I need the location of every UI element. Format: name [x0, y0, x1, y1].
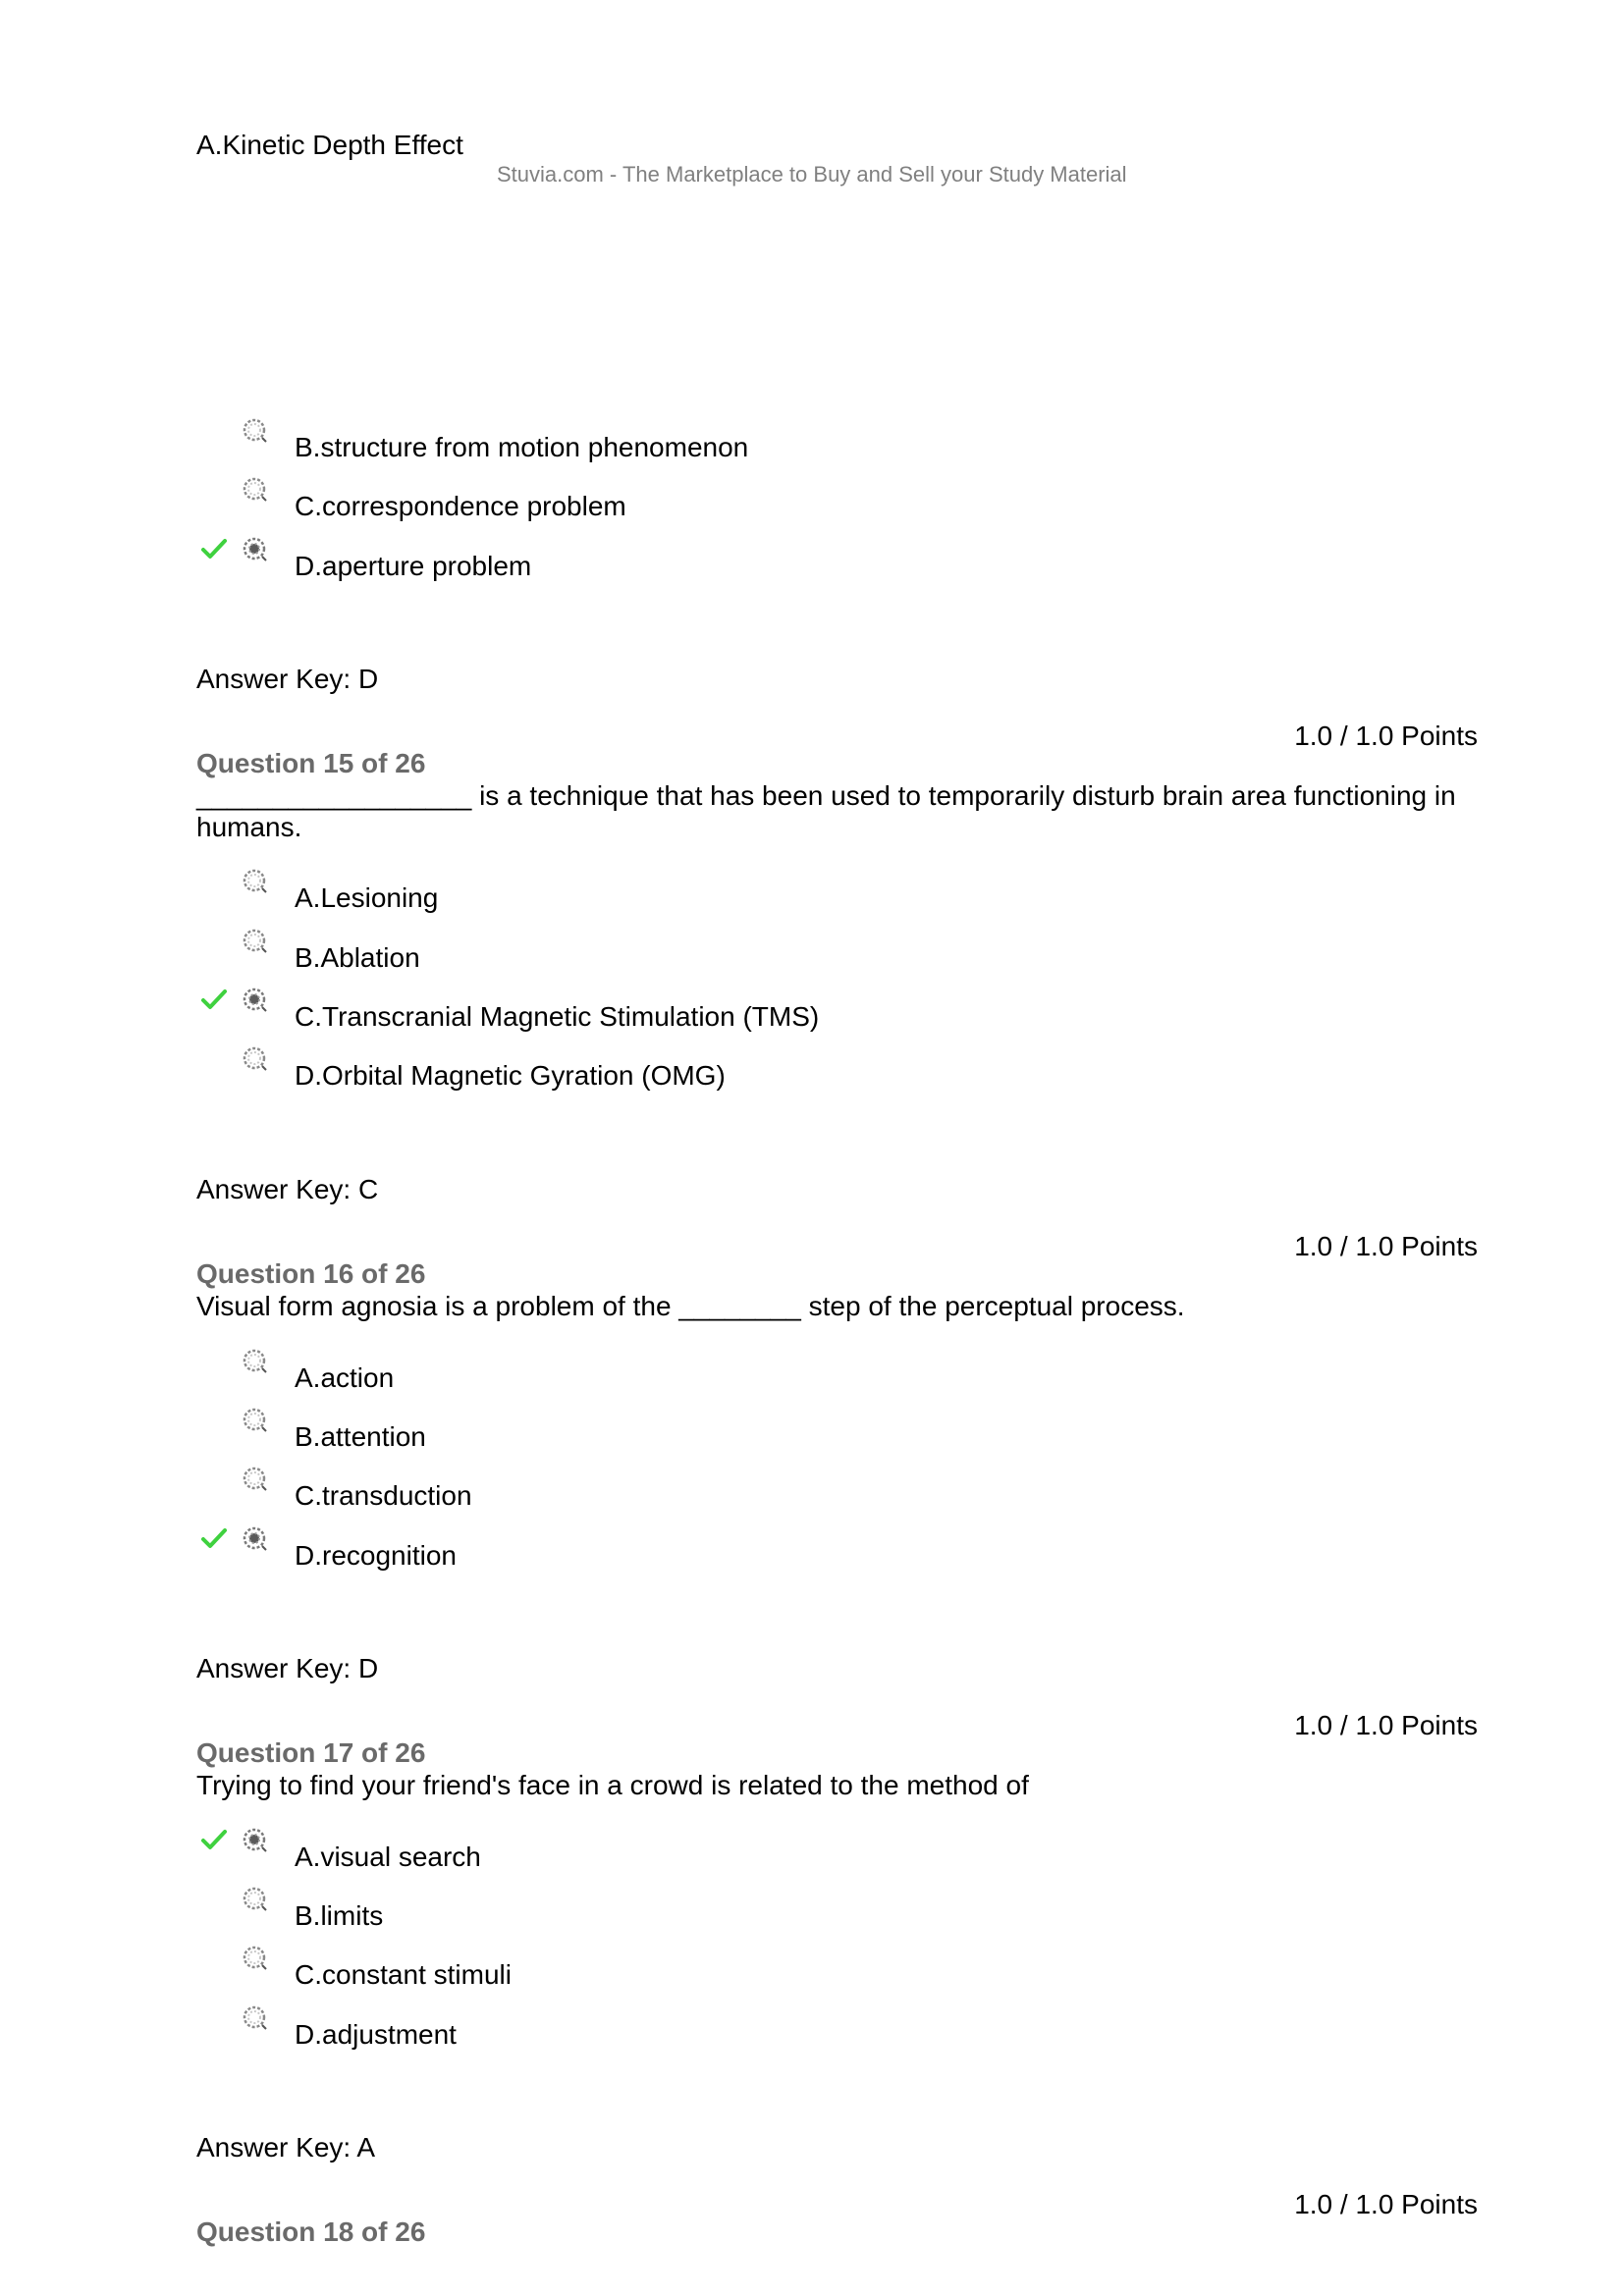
q17-option-a-radio-icon[interactable]	[241, 1826, 268, 1853]
q14-option-a: A.Kinetic Depth Effect	[196, 130, 463, 160]
q15-prompt: __________________ is a technique that has been used to temporarily disturb brain area functioning in humans.	[196, 780, 1456, 842]
q16-points: 1.0 / 1.0 Points	[1294, 1231, 1478, 1261]
q17-points: 1.0 / 1.0 Points	[1294, 1710, 1478, 1740]
q14-correct-check-icon	[201, 538, 227, 560]
q16-option-d: D.recognition	[295, 1540, 457, 1571]
q17-option-b: B.limits	[295, 1900, 384, 1931]
q18-points: 1.0 / 1.0 Points	[1294, 2189, 1478, 2219]
q14-option-c-radio-icon[interactable]	[241, 475, 268, 503]
q16-option-b-radio-icon[interactable]	[241, 1406, 268, 1433]
q15-correct-check-icon	[201, 988, 227, 1010]
q15-title: Question 15 of 26	[196, 748, 426, 778]
q17-title: Question 17 of 26	[196, 1737, 426, 1768]
q16-option-a-radio-icon[interactable]	[241, 1347, 268, 1374]
q16-option-a: A.action	[295, 1362, 395, 1393]
q14-option-d-radio-icon[interactable]	[241, 535, 268, 562]
q16-option-d-radio-icon[interactable]	[241, 1524, 268, 1552]
q16-answer-key: Answer Key: D	[196, 1653, 379, 1683]
q18-title: Question 18 of 26	[196, 2216, 426, 2247]
q15-option-d: D.Orbital Magnetic Gyration (OMG)	[295, 1060, 726, 1091]
q17-option-c: C.constant stimuli	[295, 1959, 512, 1990]
q15-option-b-radio-icon[interactable]	[241, 927, 268, 954]
q16-option-c: C.transduction	[295, 1480, 472, 1511]
q14-answer-key: Answer Key: D	[196, 664, 379, 694]
q14-option-c: C.correspondence problem	[295, 491, 626, 521]
q15-option-b: B.Ablation	[295, 942, 420, 973]
q14-option-d: D.aperture problem	[295, 551, 532, 581]
q15-option-a-radio-icon[interactable]	[241, 867, 268, 894]
q17-option-a: A.visual search	[295, 1842, 481, 1872]
watermark-text: Stuvia.com - The Marketplace to Buy and Sell your Study Material	[497, 162, 1127, 187]
q14-option-b: B.structure from motion phenomenon	[295, 432, 749, 462]
q17-option-c-radio-icon[interactable]	[241, 1944, 268, 1971]
q16-title: Question 16 of 26	[196, 1258, 426, 1289]
q14-option-b-radio-icon[interactable]	[241, 416, 268, 444]
q17-correct-check-icon	[201, 1829, 227, 1850]
q15-option-c-radio-icon[interactable]	[241, 986, 268, 1013]
q17-option-d: D.adjustment	[295, 2019, 457, 2050]
q15-option-d-radio-icon[interactable]	[241, 1044, 268, 1072]
q16-option-b: B.attention	[295, 1421, 426, 1452]
q15-answer-key: Answer Key: C	[196, 1174, 379, 1204]
q17-prompt: Trying to find your friend's face in a crowd is related to the method of	[196, 1770, 1029, 1800]
q17-option-d-radio-icon[interactable]	[241, 2003, 268, 2031]
q16-correct-check-icon	[201, 1527, 227, 1549]
q16-prompt: Visual form agnosia is a problem of the ________ step of the perceptual process.	[196, 1291, 1185, 1321]
q16-option-c-radio-icon[interactable]	[241, 1465, 268, 1492]
q15-option-a: A.Lesioning	[295, 882, 439, 913]
q15-points: 1.0 / 1.0 Points	[1294, 721, 1478, 751]
q17-answer-key: Answer Key: A	[196, 2132, 376, 2163]
q15-option-c: C.Transcranial Magnetic Stimulation (TMS)	[295, 1001, 820, 1032]
q17-option-b-radio-icon[interactable]	[241, 1885, 268, 1912]
